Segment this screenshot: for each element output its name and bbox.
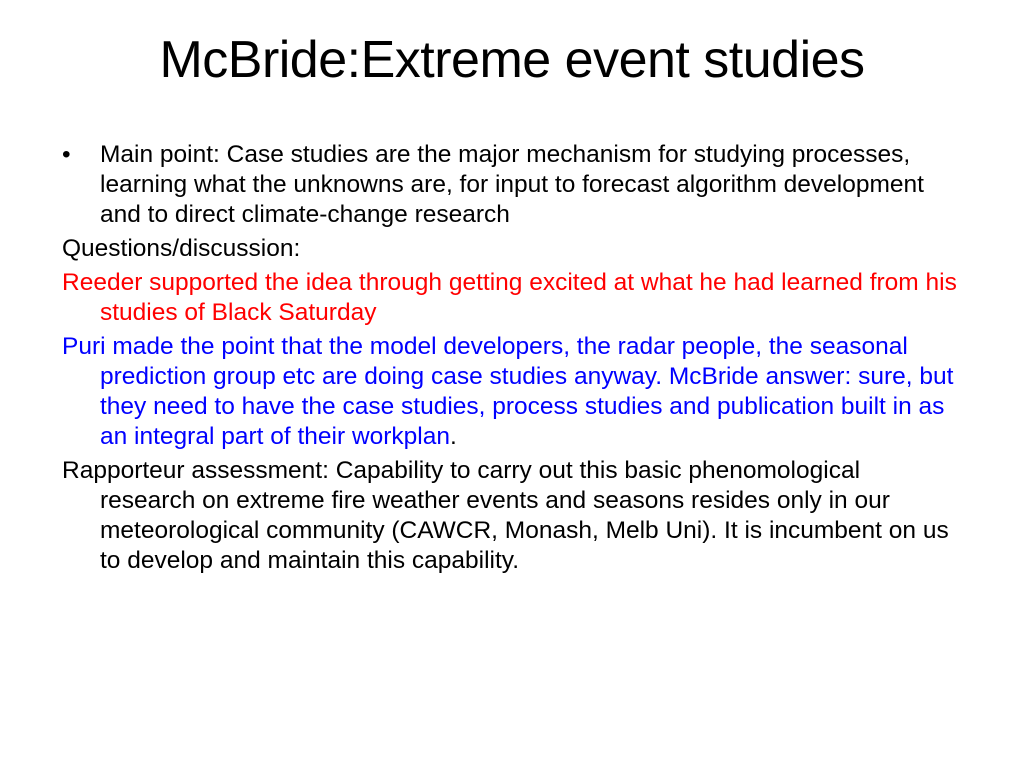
rapporteur-paragraph (62, 456, 962, 576)
puri-paragraph-period: . (450, 423, 457, 450)
reeder-paragraph (62, 268, 962, 328)
slide-title: McBride:Extreme event studies (159, 31, 865, 89)
puri-paragraph-text: Puri made the point that the model developers, the radar people, the seasonal prediction group etc are doing case studies anyway. McBride answer: sure, but they need to have the case studies, process studies and publication built in as an integral part of their workplan (62, 333, 954, 450)
questions-heading (62, 234, 962, 264)
rapporteur-paragraph-text: Rapporteur assessment: Capability to carry out this basic phenomological research on extreme fire weather events and seasons resides only in our meteorological community (CAWCR, Monash, Melb Uni). It is incumbent on us to develop and maintain this capability. (62, 457, 949, 574)
questions-heading-text: Questions/discussion: (62, 235, 301, 262)
main-point-bullet (62, 140, 962, 230)
puri-paragraph (62, 332, 962, 452)
slide-body (62, 140, 962, 580)
bullet-icon: • (62, 141, 71, 168)
reeder-paragraph-text: Reeder supported the idea through getting excited at what he had learned from his studies of Black Saturday (62, 269, 957, 326)
main-point-text: Main point: Case studies are the major mechanism for studying processes, learning what the unknowns are, for input to forecast algorithm development and to direct climate-change research (100, 141, 924, 228)
